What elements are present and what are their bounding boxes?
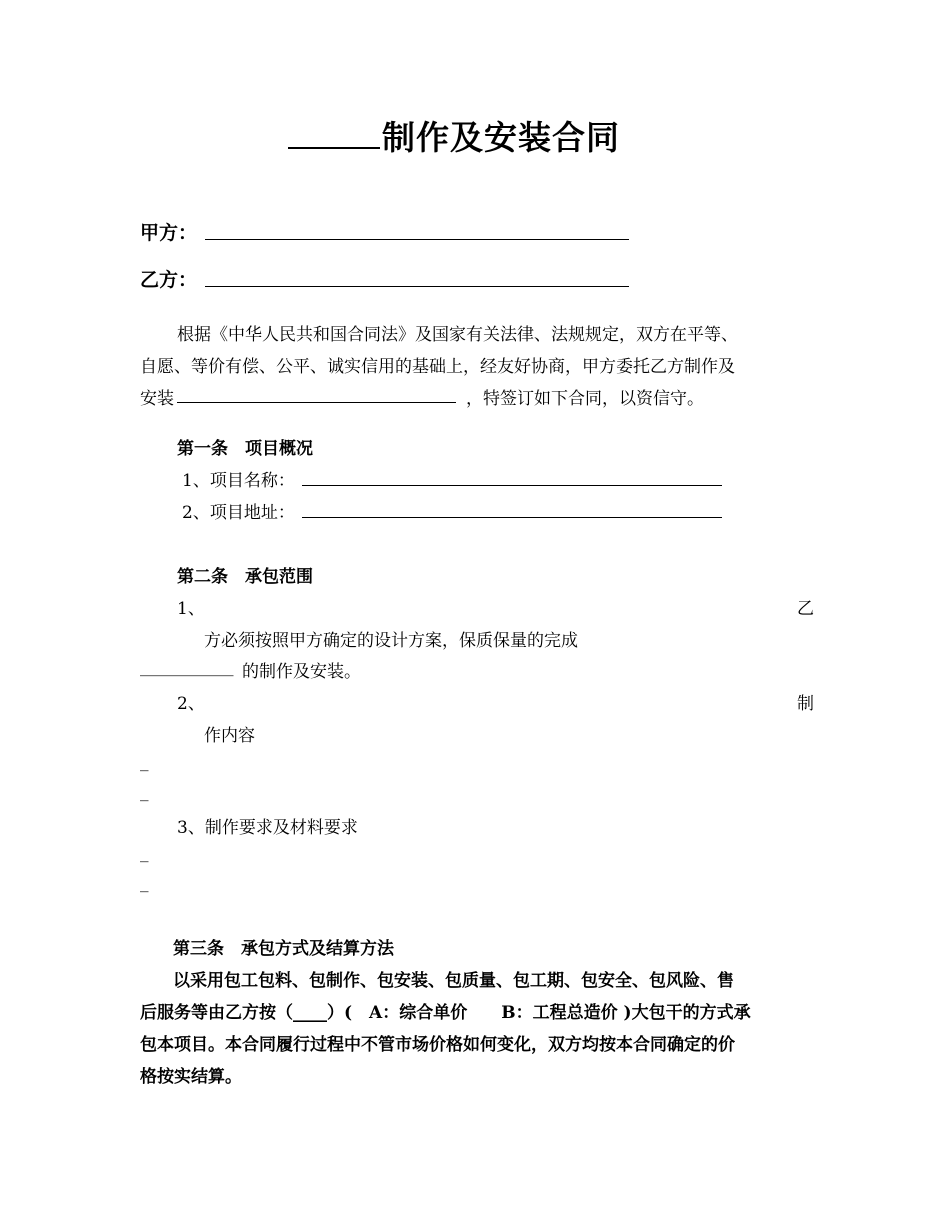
party-b-field[interactable] [205,286,629,287]
scope-item-1-line-3: 的制作及安装。 [242,662,361,682]
production-content-blank-1[interactable]: _ [140,752,149,772]
install-item-field[interactable] [177,402,456,403]
scope-item-1-blank[interactable]: ___________ [140,657,234,677]
party-b-label: 乙方： [140,269,198,291]
article-2-heading: 第二条 承包范围 [177,567,313,587]
article-3-line-2: 后服务等由乙方按（____）( A：综合单价 B：工程总造价 )大包干的方式承 [140,1003,751,1023]
intro-line-2: 自愿、等价有偿、公平、诚实信用的基础上，经友好协商，甲方委托乙方制作及 [140,357,735,377]
requirements-blank-2[interactable]: _ [140,873,149,893]
article-3-heading: 第三条 承包方式及结算方法 [173,939,394,959]
project-address-label: 2、项目地址： [182,503,295,523]
document-title [288,112,620,159]
scope-item-1-line-2: 方必须按照甲方确定的设计方案，保质保量的完成 [204,631,578,651]
party-a-label: 甲方： [140,222,198,244]
article-3-line-1: 以采用包工包料、包制作、包安装、包质量、包工期、包安全、包风险、售 [173,971,734,991]
project-name-field[interactable] [302,485,722,486]
party-a-field[interactable] [205,239,629,240]
project-address-field[interactable] [302,517,722,518]
article-1-heading: 第一条 项目概况 [177,439,313,459]
intro-line-3-suffix: ，特签订如下合同，以资信守。 [466,389,704,409]
article-3-line-4: 格按实结算。 [140,1067,242,1087]
production-content-blank-2[interactable]: _ [140,782,149,802]
scope-item-3: 3、制作要求及材料要求 [177,818,358,838]
title-blank [288,121,380,149]
scope-item-2-number: 2、 [177,694,205,714]
scope-item-1-number: 1、 [177,599,205,619]
article-3-line-3: 包本项目。本合同履行过程中不管市场价格如何变化，双方均按本合同确定的价 [140,1035,735,1055]
title-text: 制作及安装合同 [382,118,620,157]
scope-item-2-right-char: 制 [797,694,814,714]
scope-item-1-right-char: 乙 [797,599,814,619]
requirements-blank-1[interactable]: _ [140,843,149,863]
project-name-label: 1、项目名称： [182,471,295,491]
intro-line-3-prefix: 安装 [140,389,174,409]
scope-item-2-line-2: 作内容 [204,726,255,746]
intro-line-1: 根据《中华人民共和国合同法》及国家有关法律、法规规定，双方在平等、 [177,325,738,345]
